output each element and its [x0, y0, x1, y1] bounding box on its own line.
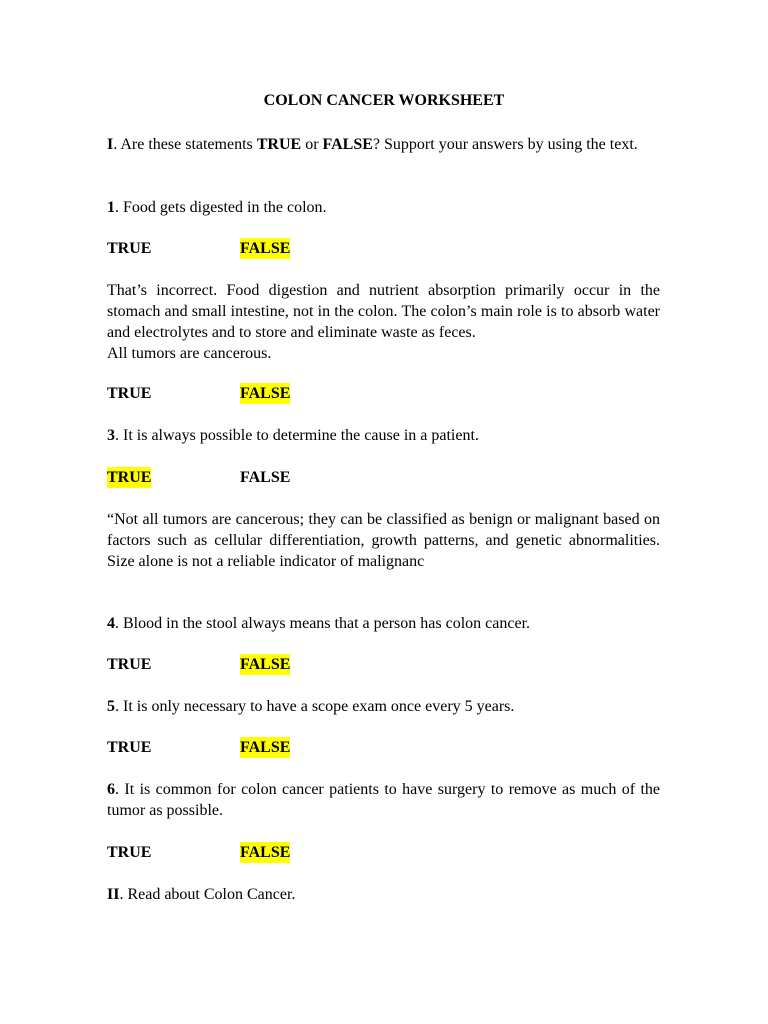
false-option: FALSE — [240, 469, 291, 486]
page-title: COLON CANCER WORKSHEET — [263, 92, 505, 109]
answer-row-1 — [107, 238, 407, 259]
question-4: 4. Blood in the stool always means that a person has colon cancer. — [107, 615, 531, 632]
true-option: TRUE — [107, 385, 152, 402]
true-option: TRUE — [107, 739, 152, 756]
answer-row-5 — [107, 737, 407, 758]
answer-row-6 — [107, 842, 407, 863]
section-1-instructions: I. Are these statements TRUE or FALSE? Support your answers by using the text. — [107, 136, 638, 153]
explanation-3: “Not all tumors are cancerous; they can be classified as benign or malignant based on factors such as cellular differentiation, growth patterns, and genetic abnormalities. Size alone is not a reliable indicator of malignanc — [107, 511, 660, 570]
true-option: TRUE — [107, 844, 152, 861]
false-option-highlighted: FALSE — [240, 844, 291, 861]
question-1: 1. Food gets digested in the colon. — [107, 199, 327, 216]
false-option-highlighted: FALSE — [240, 656, 291, 673]
false-option-highlighted: FALSE — [240, 385, 291, 402]
true-option: TRUE — [107, 656, 152, 673]
false-option-highlighted: FALSE — [240, 240, 291, 257]
section-1-numeral: I — [107, 136, 114, 153]
question-5: 5. It is only necessary to have a scope exam once every 5 years. — [107, 698, 515, 715]
question-3: 3. It is always possible to determine the cause in a patient. — [107, 427, 479, 444]
explanation-1: That’s incorrect. Food digestion and nutrient absorption primarily occur in the stomach and small intestine, not in the colon. The colon’s main role is to absorb water and electrolytes and to store and eliminate waste as feces. All tumors are cancerous. — [107, 282, 660, 362]
true-option-highlighted: TRUE — [107, 469, 152, 486]
true-option: TRUE — [107, 240, 152, 257]
answer-row-2 — [107, 383, 407, 404]
false-option-highlighted: FALSE — [240, 739, 291, 756]
section-2-heading: II. Read about Colon Cancer. — [107, 886, 296, 903]
answer-row-3 — [107, 467, 407, 488]
question-6: 6. It is common for colon cancer patients to have surgery to remove as much of the tumor as possible. — [107, 781, 660, 819]
question-2: All tumors are cancerous. — [107, 345, 272, 362]
answer-row-4 — [107, 654, 407, 675]
